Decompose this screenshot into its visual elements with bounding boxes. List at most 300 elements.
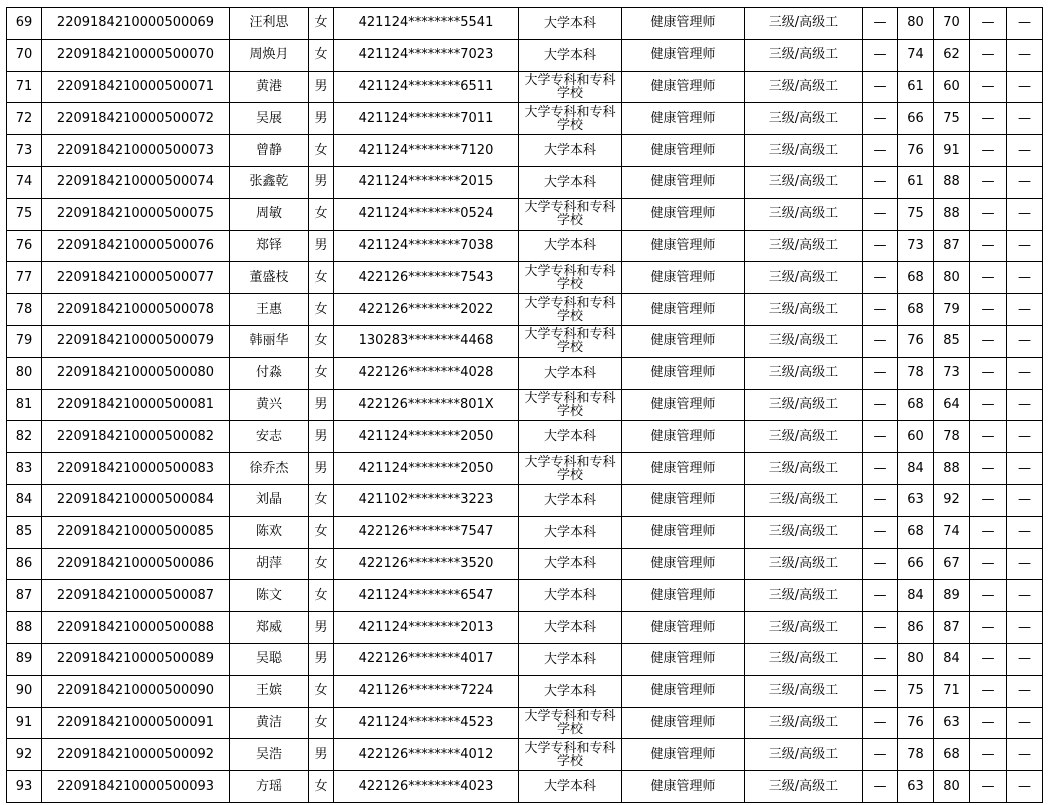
table-row xyxy=(7,707,1043,739)
table-row xyxy=(7,389,1043,421)
exam-id-cell: 2209184210000500089 xyxy=(42,643,230,675)
theory-score-cell: — xyxy=(863,198,898,230)
score-a-cell: 61 xyxy=(898,71,934,103)
extra-a-cell: — xyxy=(970,198,1007,230)
exam-id-cell: 2209184210000500092 xyxy=(42,739,230,771)
exam-id-cell: 2209184210000500071 xyxy=(42,71,230,103)
table-body xyxy=(7,8,1043,803)
occupation-cell: 健康管理师 xyxy=(622,484,745,516)
score-b-cell: 80 xyxy=(934,262,970,294)
table-row xyxy=(7,262,1043,294)
level-cell: 三级/高级工 xyxy=(745,453,863,485)
seq-cell: 87 xyxy=(7,580,42,612)
score-b-cell: 71 xyxy=(934,675,970,707)
extra-b-cell: — xyxy=(1007,453,1043,485)
score-a-cell: 68 xyxy=(898,516,934,548)
score-a-cell: 80 xyxy=(898,8,934,40)
name-cell: 黄港 xyxy=(230,71,309,103)
score-b-cell: 79 xyxy=(934,294,970,326)
gender-cell: 女 xyxy=(309,771,334,803)
exam-id-cell: 2209184210000500077 xyxy=(42,262,230,294)
level-cell: 三级/高级工 xyxy=(745,516,863,548)
education-cell: 大学本科 xyxy=(519,516,622,548)
gender-cell: 男 xyxy=(309,643,334,675)
occupation-cell: 健康管理师 xyxy=(622,739,745,771)
name-cell: 刘晶 xyxy=(230,484,309,516)
occupation-cell: 健康管理师 xyxy=(622,8,745,40)
extra-a-cell: — xyxy=(970,39,1007,71)
id-number-cell: 422126********4028 xyxy=(334,357,519,389)
id-number-cell: 422126********2022 xyxy=(334,294,519,326)
education-cell: 大学本科 xyxy=(519,580,622,612)
table-row xyxy=(7,484,1043,516)
extra-b-cell: — xyxy=(1007,39,1043,71)
level-cell: 三级/高级工 xyxy=(745,421,863,453)
score-a-cell: 60 xyxy=(898,421,934,453)
extra-a-cell: — xyxy=(970,484,1007,516)
occupation-cell: 健康管理师 xyxy=(622,453,745,485)
score-b-cell: 85 xyxy=(934,325,970,357)
seq-cell: 75 xyxy=(7,198,42,230)
education-cell: 大学本科 xyxy=(519,484,622,516)
extra-a-cell: — xyxy=(970,262,1007,294)
education-cell: 大学本科 xyxy=(519,135,622,167)
exam-id-cell: 2209184210000500085 xyxy=(42,516,230,548)
name-cell: 周敏 xyxy=(230,198,309,230)
theory-score-cell: — xyxy=(863,675,898,707)
score-b-cell: 88 xyxy=(934,166,970,198)
table-row xyxy=(7,198,1043,230)
occupation-cell: 健康管理师 xyxy=(622,548,745,580)
name-cell: 陈文 xyxy=(230,580,309,612)
id-number-cell: 421124********2015 xyxy=(334,166,519,198)
level-cell: 三级/高级工 xyxy=(745,135,863,167)
table-row xyxy=(7,548,1043,580)
exam-id-cell: 2209184210000500084 xyxy=(42,484,230,516)
extra-b-cell: — xyxy=(1007,198,1043,230)
level-cell: 三级/高级工 xyxy=(745,8,863,40)
theory-score-cell: — xyxy=(863,453,898,485)
theory-score-cell: — xyxy=(863,135,898,167)
id-number-cell: 421124********7120 xyxy=(334,135,519,167)
occupation-cell: 健康管理师 xyxy=(622,421,745,453)
education-cell: 大学专科和专科学校 xyxy=(519,325,622,357)
extra-a-cell: — xyxy=(970,357,1007,389)
extra-b-cell: — xyxy=(1007,357,1043,389)
level-cell: 三级/高级工 xyxy=(745,230,863,262)
score-b-cell: 80 xyxy=(934,771,970,803)
exam-id-cell: 2209184210000500078 xyxy=(42,294,230,326)
id-number-cell: 421124********0524 xyxy=(334,198,519,230)
education-cell: 大学本科 xyxy=(519,548,622,580)
score-a-cell: 74 xyxy=(898,39,934,71)
score-a-cell: 66 xyxy=(898,548,934,580)
table-row xyxy=(7,294,1043,326)
id-number-cell: 422126********7547 xyxy=(334,516,519,548)
score-a-cell: 78 xyxy=(898,739,934,771)
exam-id-cell: 2209184210000500082 xyxy=(42,421,230,453)
table-row xyxy=(7,675,1043,707)
theory-score-cell: — xyxy=(863,166,898,198)
exam-id-cell: 2209184210000500081 xyxy=(42,389,230,421)
education-cell: 大学专科和专科学校 xyxy=(519,262,622,294)
theory-score-cell: — xyxy=(863,71,898,103)
id-number-cell: 421102********3223 xyxy=(334,484,519,516)
theory-score-cell: — xyxy=(863,643,898,675)
table-row xyxy=(7,325,1043,357)
theory-score-cell: — xyxy=(863,612,898,644)
seq-cell: 77 xyxy=(7,262,42,294)
gender-cell: 女 xyxy=(309,580,334,612)
seq-cell: 85 xyxy=(7,516,42,548)
extra-b-cell: — xyxy=(1007,516,1043,548)
theory-score-cell: — xyxy=(863,294,898,326)
level-cell: 三级/高级工 xyxy=(745,707,863,739)
occupation-cell: 健康管理师 xyxy=(622,643,745,675)
theory-score-cell: — xyxy=(863,516,898,548)
occupation-cell: 健康管理师 xyxy=(622,71,745,103)
education-cell: 大学本科 xyxy=(519,230,622,262)
score-a-cell: 73 xyxy=(898,230,934,262)
level-cell: 三级/高级工 xyxy=(745,580,863,612)
id-number-cell: 422126********3520 xyxy=(334,548,519,580)
seq-cell: 76 xyxy=(7,230,42,262)
extra-a-cell: — xyxy=(970,71,1007,103)
gender-cell: 女 xyxy=(309,262,334,294)
occupation-cell: 健康管理师 xyxy=(622,612,745,644)
extra-b-cell: — xyxy=(1007,643,1043,675)
occupation-cell: 健康管理师 xyxy=(622,166,745,198)
id-number-cell: 421124********2050 xyxy=(334,421,519,453)
score-a-cell: 80 xyxy=(898,643,934,675)
exam-id-cell: 2209184210000500088 xyxy=(42,612,230,644)
theory-score-cell: — xyxy=(863,262,898,294)
seq-cell: 69 xyxy=(7,8,42,40)
id-number-cell: 422126********4023 xyxy=(334,771,519,803)
score-a-cell: 84 xyxy=(898,453,934,485)
gender-cell: 女 xyxy=(309,675,334,707)
extra-b-cell: — xyxy=(1007,707,1043,739)
table-row xyxy=(7,39,1043,71)
id-number-cell: 422126********4012 xyxy=(334,739,519,771)
seq-cell: 90 xyxy=(7,675,42,707)
id-number-cell: 421124********6511 xyxy=(334,71,519,103)
table-row xyxy=(7,103,1043,135)
candidate-table xyxy=(6,7,1043,803)
extra-a-cell: — xyxy=(970,421,1007,453)
extra-a-cell: — xyxy=(970,325,1007,357)
name-cell: 安志 xyxy=(230,421,309,453)
exam-id-cell: 2209184210000500087 xyxy=(42,580,230,612)
education-cell: 大学本科 xyxy=(519,39,622,71)
education-cell: 大学专科和专科学校 xyxy=(519,198,622,230)
theory-score-cell: — xyxy=(863,580,898,612)
gender-cell: 女 xyxy=(309,39,334,71)
score-a-cell: 68 xyxy=(898,294,934,326)
seq-cell: 81 xyxy=(7,389,42,421)
score-a-cell: 84 xyxy=(898,580,934,612)
gender-cell: 女 xyxy=(309,325,334,357)
theory-score-cell: — xyxy=(863,325,898,357)
extra-b-cell: — xyxy=(1007,262,1043,294)
name-cell: 徐乔杰 xyxy=(230,453,309,485)
name-cell: 吴聪 xyxy=(230,643,309,675)
extra-b-cell: — xyxy=(1007,166,1043,198)
extra-b-cell: — xyxy=(1007,612,1043,644)
extra-a-cell: — xyxy=(970,453,1007,485)
gender-cell: 女 xyxy=(309,548,334,580)
table-row xyxy=(7,643,1043,675)
level-cell: 三级/高级工 xyxy=(745,389,863,421)
occupation-cell: 健康管理师 xyxy=(622,580,745,612)
score-a-cell: 78 xyxy=(898,357,934,389)
seq-cell: 91 xyxy=(7,707,42,739)
id-number-cell: 421124********7011 xyxy=(334,103,519,135)
exam-id-cell: 2209184210000500090 xyxy=(42,675,230,707)
seq-cell: 86 xyxy=(7,548,42,580)
theory-score-cell: — xyxy=(863,548,898,580)
score-b-cell: 74 xyxy=(934,516,970,548)
theory-score-cell: — xyxy=(863,739,898,771)
gender-cell: 男 xyxy=(309,71,334,103)
extra-b-cell: — xyxy=(1007,675,1043,707)
theory-score-cell: — xyxy=(863,8,898,40)
theory-score-cell: — xyxy=(863,421,898,453)
level-cell: 三级/高级工 xyxy=(745,357,863,389)
seq-cell: 92 xyxy=(7,739,42,771)
extra-b-cell: — xyxy=(1007,548,1043,580)
level-cell: 三级/高级工 xyxy=(745,643,863,675)
id-number-cell: 130283********4468 xyxy=(334,325,519,357)
score-a-cell: 76 xyxy=(898,707,934,739)
table-row xyxy=(7,135,1043,167)
gender-cell: 女 xyxy=(309,357,334,389)
table-row xyxy=(7,71,1043,103)
education-cell: 大学本科 xyxy=(519,643,622,675)
education-cell: 大学专科和专科学校 xyxy=(519,707,622,739)
theory-score-cell: — xyxy=(863,707,898,739)
gender-cell: 男 xyxy=(309,453,334,485)
score-b-cell: 92 xyxy=(934,484,970,516)
occupation-cell: 健康管理师 xyxy=(622,389,745,421)
gender-cell: 男 xyxy=(309,421,334,453)
id-number-cell: 421124********6547 xyxy=(334,580,519,612)
education-cell: 大学专科和专科学校 xyxy=(519,103,622,135)
seq-cell: 74 xyxy=(7,166,42,198)
name-cell: 王惠 xyxy=(230,294,309,326)
seq-cell: 72 xyxy=(7,103,42,135)
score-a-cell: 76 xyxy=(898,325,934,357)
occupation-cell: 健康管理师 xyxy=(622,262,745,294)
level-cell: 三级/高级工 xyxy=(745,612,863,644)
level-cell: 三级/高级工 xyxy=(745,484,863,516)
score-b-cell: 91 xyxy=(934,135,970,167)
level-cell: 三级/高级工 xyxy=(745,548,863,580)
name-cell: 汪利思 xyxy=(230,8,309,40)
theory-score-cell: — xyxy=(863,389,898,421)
seq-cell: 80 xyxy=(7,357,42,389)
level-cell: 三级/高级工 xyxy=(745,103,863,135)
exam-id-cell: 2209184210000500076 xyxy=(42,230,230,262)
education-cell: 大学专科和专科学校 xyxy=(519,453,622,485)
exam-id-cell: 2209184210000500086 xyxy=(42,548,230,580)
theory-score-cell: — xyxy=(863,39,898,71)
table-row xyxy=(7,8,1043,40)
gender-cell: 女 xyxy=(309,294,334,326)
extra-b-cell: — xyxy=(1007,421,1043,453)
score-b-cell: 88 xyxy=(934,453,970,485)
id-number-cell: 422126********4017 xyxy=(334,643,519,675)
score-b-cell: 89 xyxy=(934,580,970,612)
occupation-cell: 健康管理师 xyxy=(622,771,745,803)
score-b-cell: 64 xyxy=(934,389,970,421)
name-cell: 董盛枝 xyxy=(230,262,309,294)
gender-cell: 男 xyxy=(309,166,334,198)
education-cell: 大学本科 xyxy=(519,612,622,644)
gender-cell: 女 xyxy=(309,707,334,739)
score-b-cell: 63 xyxy=(934,707,970,739)
education-cell: 大学专科和专科学校 xyxy=(519,389,622,421)
name-cell: 吴浩 xyxy=(230,739,309,771)
exam-id-cell: 2209184210000500080 xyxy=(42,357,230,389)
name-cell: 韩丽华 xyxy=(230,325,309,357)
score-a-cell: 61 xyxy=(898,166,934,198)
gender-cell: 男 xyxy=(309,230,334,262)
table-row xyxy=(7,516,1043,548)
level-cell: 三级/高级工 xyxy=(745,294,863,326)
table-row xyxy=(7,771,1043,803)
name-cell: 方瑶 xyxy=(230,771,309,803)
exam-id-cell: 2209184210000500072 xyxy=(42,103,230,135)
extra-a-cell: — xyxy=(970,166,1007,198)
extra-a-cell: — xyxy=(970,294,1007,326)
exam-id-cell: 2209184210000500075 xyxy=(42,198,230,230)
score-a-cell: 63 xyxy=(898,771,934,803)
score-a-cell: 75 xyxy=(898,675,934,707)
name-cell: 曾静 xyxy=(230,135,309,167)
extra-a-cell: — xyxy=(970,548,1007,580)
level-cell: 三级/高级工 xyxy=(745,71,863,103)
score-a-cell: 63 xyxy=(898,484,934,516)
gender-cell: 女 xyxy=(309,8,334,40)
theory-score-cell: — xyxy=(863,357,898,389)
occupation-cell: 健康管理师 xyxy=(622,103,745,135)
seq-cell: 84 xyxy=(7,484,42,516)
name-cell: 胡萍 xyxy=(230,548,309,580)
extra-b-cell: — xyxy=(1007,103,1043,135)
level-cell: 三级/高级工 xyxy=(745,198,863,230)
table-row xyxy=(7,421,1043,453)
score-a-cell: 75 xyxy=(898,198,934,230)
extra-a-cell: — xyxy=(970,612,1007,644)
score-b-cell: 73 xyxy=(934,357,970,389)
seq-cell: 73 xyxy=(7,135,42,167)
occupation-cell: 健康管理师 xyxy=(622,707,745,739)
extra-b-cell: — xyxy=(1007,294,1043,326)
level-cell: 三级/高级工 xyxy=(745,675,863,707)
education-cell: 大学专科和专科学校 xyxy=(519,294,622,326)
id-number-cell: 421124********7023 xyxy=(334,39,519,71)
theory-score-cell: — xyxy=(863,103,898,135)
gender-cell: 女 xyxy=(309,484,334,516)
exam-id-cell: 2209184210000500079 xyxy=(42,325,230,357)
theory-score-cell: — xyxy=(863,230,898,262)
theory-score-cell: — xyxy=(863,771,898,803)
id-number-cell: 422126********801X xyxy=(334,389,519,421)
extra-a-cell: — xyxy=(970,643,1007,675)
level-cell: 三级/高级工 xyxy=(745,39,863,71)
gender-cell: 女 xyxy=(309,135,334,167)
extra-a-cell: — xyxy=(970,739,1007,771)
occupation-cell: 健康管理师 xyxy=(622,230,745,262)
theory-score-cell: — xyxy=(863,484,898,516)
score-b-cell: 88 xyxy=(934,198,970,230)
seq-cell: 70 xyxy=(7,39,42,71)
seq-cell: 71 xyxy=(7,71,42,103)
gender-cell: 男 xyxy=(309,739,334,771)
occupation-cell: 健康管理师 xyxy=(622,357,745,389)
id-number-cell: 421126********7224 xyxy=(334,675,519,707)
score-b-cell: 60 xyxy=(934,71,970,103)
extra-a-cell: — xyxy=(970,580,1007,612)
score-a-cell: 76 xyxy=(898,135,934,167)
name-cell: 付淼 xyxy=(230,357,309,389)
gender-cell: 女 xyxy=(309,198,334,230)
id-number-cell: 421124********2013 xyxy=(334,612,519,644)
occupation-cell: 健康管理师 xyxy=(622,39,745,71)
name-cell: 王嫔 xyxy=(230,675,309,707)
extra-a-cell: — xyxy=(970,103,1007,135)
extra-b-cell: — xyxy=(1007,135,1043,167)
seq-cell: 88 xyxy=(7,612,42,644)
score-a-cell: 66 xyxy=(898,103,934,135)
education-cell: 大学本科 xyxy=(519,357,622,389)
seq-cell: 93 xyxy=(7,771,42,803)
gender-cell: 男 xyxy=(309,612,334,644)
extra-b-cell: — xyxy=(1007,484,1043,516)
education-cell: 大学本科 xyxy=(519,771,622,803)
education-cell: 大学本科 xyxy=(519,421,622,453)
exam-id-cell: 2209184210000500070 xyxy=(42,39,230,71)
gender-cell: 女 xyxy=(309,516,334,548)
score-a-cell: 86 xyxy=(898,612,934,644)
occupation-cell: 健康管理师 xyxy=(622,516,745,548)
table-row xyxy=(7,453,1043,485)
extra-b-cell: — xyxy=(1007,71,1043,103)
name-cell: 张鑫乾 xyxy=(230,166,309,198)
score-b-cell: 67 xyxy=(934,548,970,580)
table-row xyxy=(7,357,1043,389)
exam-id-cell: 2209184210000500083 xyxy=(42,453,230,485)
table-row xyxy=(7,230,1043,262)
exam-id-cell: 2209184210000500073 xyxy=(42,135,230,167)
table-row xyxy=(7,166,1043,198)
score-b-cell: 87 xyxy=(934,612,970,644)
score-b-cell: 75 xyxy=(934,103,970,135)
score-b-cell: 87 xyxy=(934,230,970,262)
exam-id-cell: 2209184210000500069 xyxy=(42,8,230,40)
exam-id-cell: 2209184210000500093 xyxy=(42,771,230,803)
education-cell: 大学本科 xyxy=(519,675,622,707)
score-b-cell: 68 xyxy=(934,739,970,771)
score-b-cell: 70 xyxy=(934,8,970,40)
education-cell: 大学专科和专科学校 xyxy=(519,71,622,103)
extra-a-cell: — xyxy=(970,8,1007,40)
seq-cell: 89 xyxy=(7,643,42,675)
table-row xyxy=(7,739,1043,771)
seq-cell: 83 xyxy=(7,453,42,485)
seq-cell: 79 xyxy=(7,325,42,357)
